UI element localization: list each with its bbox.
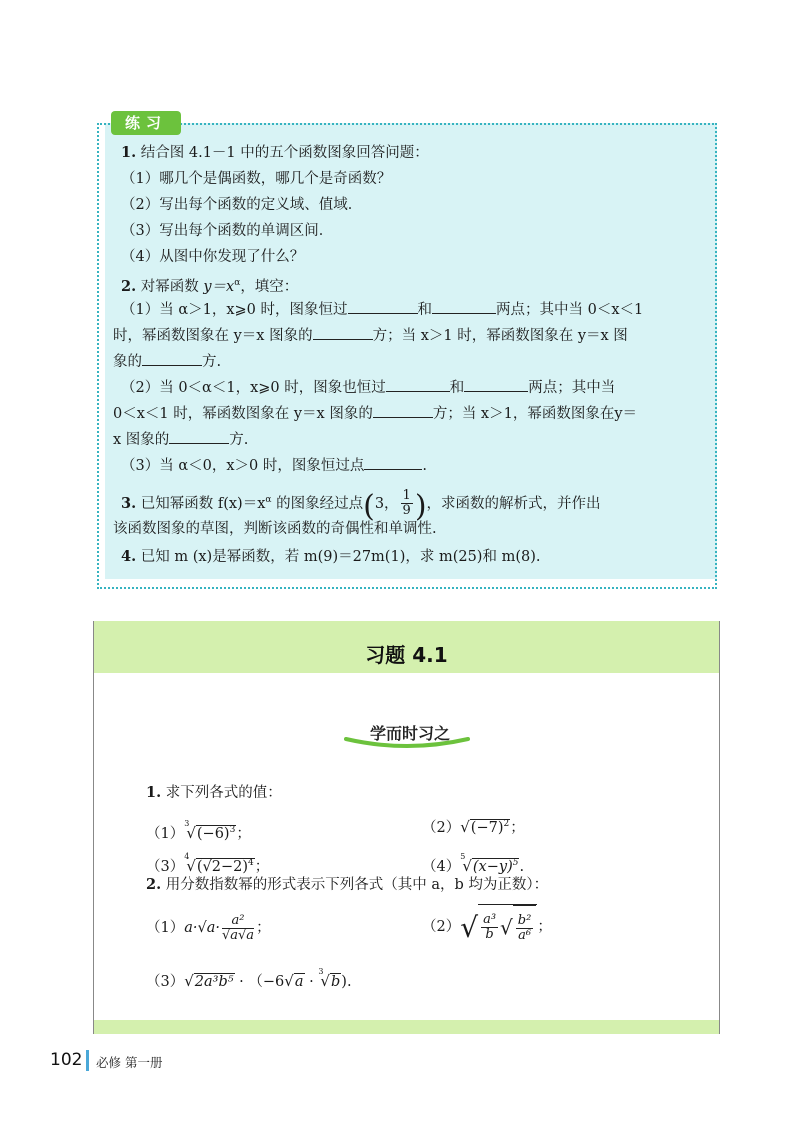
radicand — [196, 825, 236, 842]
q2-1-text-a: （1）当 α＞1，x⩾0 时，图象恒过 — [121, 302, 348, 318]
root-index: 4 — [184, 852, 190, 861]
blank[interactable] — [348, 299, 418, 314]
blank[interactable] — [364, 455, 422, 470]
subheading-underline — [344, 735, 470, 749]
radicand — [196, 858, 255, 875]
root-index: 3 — [318, 967, 324, 976]
practice-q2 — [121, 273, 298, 297]
item-end: ； — [510, 819, 525, 836]
q2-number: 2. — [121, 277, 137, 295]
q2-2-line-2 — [113, 403, 637, 424]
blank[interactable] — [313, 325, 373, 340]
inner-radicand — [513, 905, 537, 950]
q2-1-line-2 — [113, 325, 628, 346]
power: 3 — [229, 825, 236, 836]
frac-den: √a√a — [221, 927, 255, 943]
frac-den: a⁶ — [518, 927, 532, 943]
q2-1-text-b: 和 — [417, 302, 433, 318]
q1-number: 1. — [121, 144, 137, 161]
q2-1-text-d: 时，幂函数图象在 y＝x 图象的 — [113, 328, 313, 344]
radicand — [478, 904, 537, 950]
q2-2-text-a: （2）当 0＜α＜1，x⩾0 时，图象也恒过 — [121, 380, 386, 396]
practice-border-top — [97, 123, 717, 125]
practice-border-left — [97, 123, 99, 589]
item-label: （3） — [146, 974, 185, 990]
item-label: （2） — [422, 919, 461, 935]
radical-sign: √ — [500, 915, 513, 940]
q2-1-text-g: 方. — [202, 354, 222, 370]
exercise-box — [93, 621, 720, 1034]
item-end: ； — [254, 859, 270, 875]
q1-text: 结合图 4.1－1 中的五个函数图象回答问题： — [140, 145, 429, 161]
q3-frac-num: 1 — [402, 488, 411, 504]
power: 2 — [503, 819, 510, 829]
frac-num: b² — [517, 912, 532, 928]
item-fraction — [222, 914, 254, 943]
q2-1-line-3 — [113, 351, 221, 372]
q2-function: y＝x — [203, 278, 235, 295]
item-label: （4） — [422, 859, 461, 875]
radicand-text: (−6) — [196, 826, 230, 842]
q3-text-c: ，求函数的解析式，并作出 — [426, 495, 601, 512]
q2-1-line-1 — [121, 299, 643, 320]
root-index: 3 — [184, 819, 190, 828]
ex-q1-item-2 — [422, 814, 525, 838]
q4-number: 4. — [121, 548, 137, 565]
root-index: 5 — [460, 852, 466, 861]
blank[interactable] — [169, 429, 229, 444]
q3-frac-den: 9 — [402, 503, 411, 519]
item-label: （1） — [146, 920, 185, 936]
blank[interactable] — [432, 299, 496, 314]
q2-1-text-e: 方；当 x＞1 时，幂函数图象在 y＝x 图 — [372, 328, 628, 344]
item-expr: a·√a· — [184, 920, 220, 936]
radical-sign: √ — [284, 972, 294, 990]
power: 5 — [512, 858, 519, 869]
ex-q2-item-1 — [146, 908, 271, 948]
ex-q1-item-4 — [422, 847, 524, 877]
ex-q1-number: 1. — [146, 784, 162, 801]
practice-box — [97, 114, 717, 589]
q3-exponent: α — [265, 495, 272, 505]
radical-sign: √ — [462, 857, 472, 875]
practice-border-right — [715, 123, 717, 589]
page-number: 102 — [50, 1050, 83, 1070]
ex-q2-number: 2. — [146, 876, 162, 893]
blank[interactable] — [464, 377, 528, 392]
radical-sign: √ — [184, 972, 194, 990]
q3-text-a: 已知幂函数 f(x)＝x — [140, 495, 266, 512]
radical-sign: √ — [186, 824, 196, 842]
item-end: . — [519, 859, 525, 875]
q2-2-text-d: 0＜x＜1 时，幂函数图象在 y＝x 图象的 — [113, 406, 373, 422]
radical-sign: √ — [460, 911, 479, 944]
ex-q1-item-3 — [146, 847, 269, 877]
q1-item-2: （2）写出每个函数的定义域、值域． — [121, 197, 363, 213]
radicand-text: (−7) — [470, 819, 504, 836]
q1-item-1: （1）哪几个是偶函数，哪几个是奇函数？ — [121, 171, 392, 187]
item-label: （2） — [422, 819, 461, 836]
q2-3-text-b: . — [422, 458, 427, 474]
q2-2-line-1 — [121, 377, 615, 398]
radicand: 2a³b⁵ — [194, 974, 234, 990]
q3-point-x: 3， — [374, 495, 399, 512]
item-end: ； — [256, 920, 271, 936]
q2-2-text-b: 和 — [449, 380, 465, 396]
q2-1-text-c: 两点；其中当 0＜x＜1 — [496, 302, 644, 318]
radicand-text: (x−y) — [472, 859, 513, 875]
q2-2-line-3 — [113, 429, 248, 450]
ex-q2-item-2 — [422, 904, 552, 950]
radical-sign: √ — [460, 817, 470, 836]
q2-2-text-c: 两点；其中当 — [528, 380, 616, 396]
item-dot: · — [304, 974, 319, 990]
q2-3-line — [121, 455, 427, 476]
ex-q1-item-1 — [146, 814, 251, 844]
exercise-footer-band — [94, 1020, 719, 1034]
q4-text: 已知 m (x)是幂函数，若 m(9)＝27m(1)，求 m(25)和 m(8). — [140, 549, 541, 565]
q3-number: 3. — [121, 494, 137, 512]
radicand — [470, 819, 510, 836]
power: 4 — [248, 858, 254, 869]
frac-den: b — [485, 927, 494, 942]
q1-item-4: （4）从图中你发现了什么？ — [121, 249, 305, 265]
q3-text-b: 的图象经过点 — [271, 495, 364, 512]
item-expr: · （−6 — [234, 974, 285, 990]
ex-q2-item-3 — [146, 962, 352, 992]
practice-q4 — [121, 547, 540, 567]
q3-fraction — [401, 489, 413, 518]
right-paren: ) — [414, 488, 427, 524]
q2-2-text-f: x 图象的 — [113, 432, 170, 448]
radical-sign: √ — [186, 857, 196, 875]
ex-q1 — [146, 783, 282, 803]
blank[interactable] — [373, 403, 433, 418]
left-paren: ( — [363, 488, 375, 524]
radical-sign: √ — [320, 972, 330, 990]
item-label: （1） — [146, 826, 185, 842]
practice-tag: 练习 — [111, 111, 181, 135]
frac-num: a² — [222, 914, 254, 929]
q2-text-a: 对幂函数 — [140, 278, 204, 295]
radicand: b — [330, 974, 341, 990]
exercise-subheading: 学而时习之 — [369, 724, 450, 743]
item-end: ). — [341, 974, 352, 990]
radicand — [472, 858, 520, 875]
practice-q3 — [121, 483, 601, 524]
practice-q1 — [121, 143, 429, 163]
book-name: 必修 第一册 — [96, 1055, 163, 1070]
ex-q1-text: 求下列各式的值： — [165, 785, 282, 801]
blank[interactable] — [386, 377, 450, 392]
q2-text-b: ，填空： — [240, 278, 299, 295]
radicand: a — [294, 974, 304, 990]
item-end: ； — [537, 919, 552, 935]
page-bar — [86, 1050, 89, 1071]
item-label: （3） — [146, 859, 185, 875]
frac-num: a³ — [483, 912, 497, 927]
inner-fraction-1 — [481, 913, 498, 942]
item-end: ； — [236, 826, 251, 842]
ex-q2-text: 用分数指数幂的形式表示下列各式（其中 a，b 均为正数）： — [165, 877, 549, 893]
q2-exponent: α — [234, 278, 241, 288]
exercise-title: 习题 4.1 — [365, 643, 448, 667]
q2-3-text-a: （3）当 α＜0，x＞0 时，图象恒过点 — [121, 458, 365, 474]
inner-fraction-2 — [516, 914, 534, 943]
blank[interactable] — [142, 351, 202, 366]
radicand-text: (√2−2) — [196, 859, 249, 875]
q3-line-2: 该函数图象的草图，判断该函数的奇偶性和单调性. — [113, 521, 437, 537]
practice-border-bottom — [97, 587, 717, 589]
q2-1-text-f: 象的 — [113, 354, 142, 370]
q2-2-text-e: 方；当 x＞1，幂函数图象在y＝ — [432, 406, 638, 422]
q2-2-text-g: 方. — [229, 432, 249, 448]
q1-item-3: （3）写出每个函数的单调区间． — [121, 223, 334, 239]
ex-q2 — [146, 875, 548, 895]
